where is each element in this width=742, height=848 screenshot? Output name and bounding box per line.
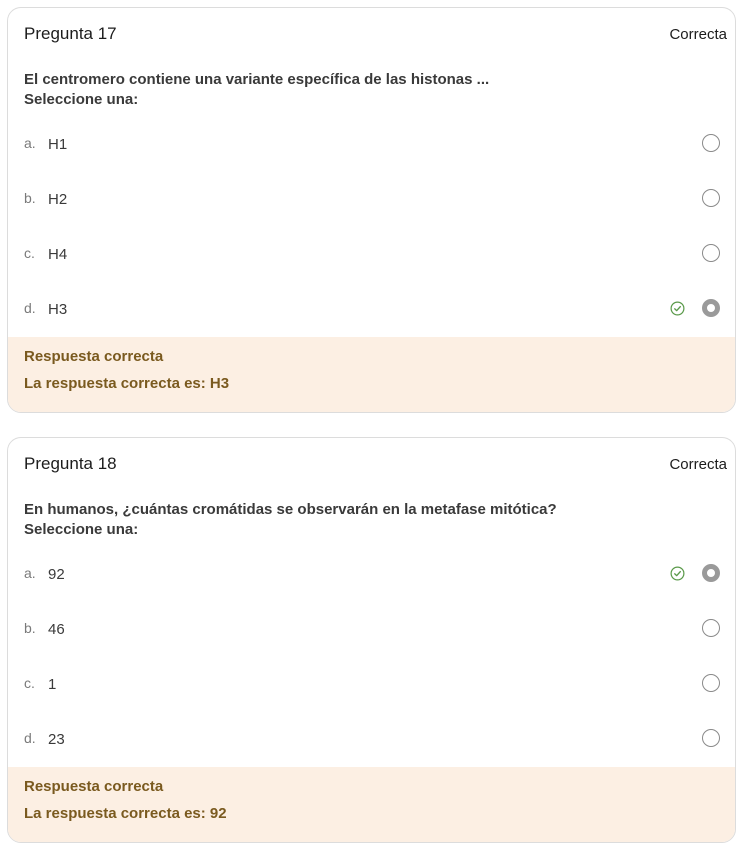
option-text: H2 bbox=[48, 191, 68, 208]
answer-option-b[interactable] bbox=[8, 173, 735, 228]
option-letter: c. bbox=[24, 675, 35, 691]
radio-button[interactable] bbox=[702, 189, 720, 207]
option-letter: a. bbox=[24, 565, 36, 581]
question-header bbox=[24, 454, 727, 478]
option-letter: b. bbox=[24, 620, 36, 636]
radio-button[interactable] bbox=[702, 134, 720, 152]
feedback-title: Respuesta correcta bbox=[24, 348, 164, 365]
question-title: Pregunta 17 bbox=[24, 24, 117, 43]
option-letter: d. bbox=[24, 730, 36, 746]
radio-button-selected[interactable] bbox=[702, 564, 720, 582]
option-text: H4 bbox=[48, 246, 68, 263]
question-instruction: Seleccione una: bbox=[24, 91, 139, 108]
answer-option-a[interactable] bbox=[8, 118, 735, 173]
option-text: 1 bbox=[48, 676, 57, 693]
question-instruction: Seleccione una: bbox=[24, 521, 139, 538]
feedback-correct-answer: La respuesta correcta es: H3 bbox=[24, 375, 230, 392]
answer-option-c[interactable] bbox=[8, 658, 735, 713]
radio-button-selected[interactable] bbox=[702, 299, 720, 317]
answer-options bbox=[8, 118, 735, 338]
option-letter: a. bbox=[24, 135, 36, 151]
feedback-title: Respuesta correcta bbox=[24, 778, 164, 795]
question-prompt: En humanos, ¿cuántas cromátidas se observarán en la metafase mitótica? bbox=[24, 501, 557, 518]
answer-option-d[interactable] bbox=[8, 283, 735, 338]
radio-button[interactable] bbox=[702, 674, 720, 692]
answer-options bbox=[8, 548, 735, 768]
feedback-correct-answer: La respuesta correcta es: 92 bbox=[24, 805, 227, 822]
option-letter: b. bbox=[24, 190, 36, 206]
radio-button[interactable] bbox=[702, 619, 720, 637]
option-letter: c. bbox=[24, 245, 35, 261]
radio-button[interactable] bbox=[702, 244, 720, 262]
check-circle-icon bbox=[670, 301, 685, 316]
question-status: Correcta bbox=[669, 26, 727, 43]
option-letter: d. bbox=[24, 300, 36, 316]
option-text: 92 bbox=[48, 566, 65, 583]
option-text: H1 bbox=[48, 136, 68, 153]
question-header bbox=[24, 24, 727, 48]
question-status: Correcta bbox=[669, 456, 727, 473]
option-text: H3 bbox=[48, 301, 68, 318]
question-text bbox=[24, 70, 719, 110]
check-circle-icon bbox=[670, 566, 685, 581]
answer-option-d[interactable] bbox=[8, 713, 735, 768]
feedback-panel bbox=[8, 767, 735, 842]
question-card-18 bbox=[7, 437, 736, 843]
option-text: 46 bbox=[48, 621, 65, 638]
question-text bbox=[24, 500, 719, 540]
radio-button[interactable] bbox=[702, 729, 720, 747]
answer-option-b[interactable] bbox=[8, 603, 735, 658]
question-card-17 bbox=[7, 7, 736, 413]
option-text: 23 bbox=[48, 731, 65, 748]
question-title: Pregunta 18 bbox=[24, 454, 117, 473]
answer-option-a[interactable] bbox=[8, 548, 735, 603]
feedback-panel bbox=[8, 337, 735, 412]
question-prompt: El centromero contiene una variante específica de las histonas ... bbox=[24, 71, 490, 88]
answer-option-c[interactable] bbox=[8, 228, 735, 283]
